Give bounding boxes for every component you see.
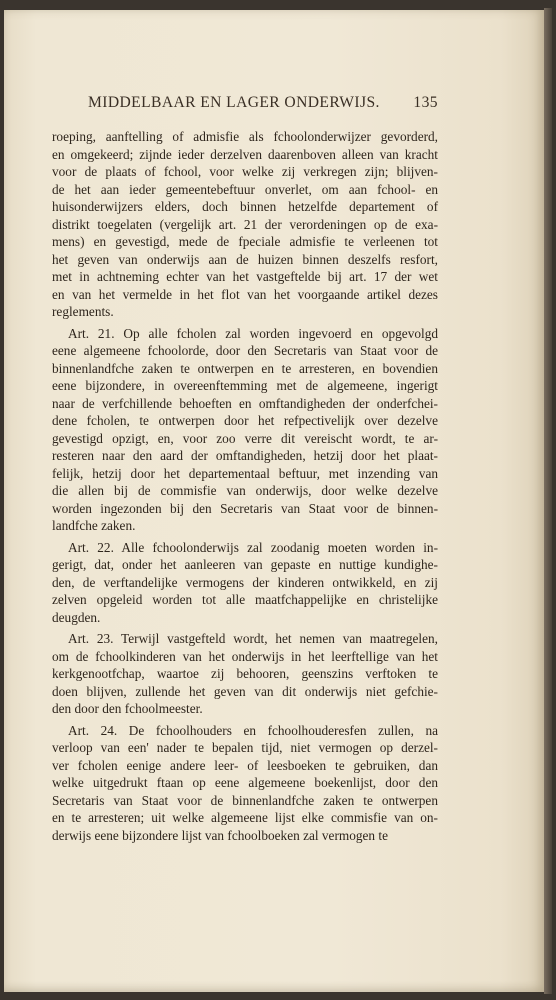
text-line: met in achtneming echter van het vastgeftelde bij art. 17 der wet	[52, 269, 438, 284]
text-line: resteren naar den aard der omftandigheden, hetzij door het plaat-	[52, 448, 438, 463]
text-line: landfche zaken.	[52, 518, 136, 533]
text-line: voor de plaats of fchool, voor welke zij verkregen zijn; blijven-	[52, 164, 438, 179]
text-line: naar de verfchillende behoeften en omftandigheden der onderfchei-	[52, 395, 438, 411]
running-header	[88, 94, 438, 112]
text-line: de het aan ieder gemeentebeftuur onverlet, om aan fchool- en	[52, 181, 438, 197]
text-line: eene bijzondere, in overeenftemming met de algemeene, ingerigt	[52, 378, 438, 393]
page-number: 135	[413, 94, 438, 111]
text-line: kerkgenootfchap, waartoe zij behooren, geenszins verftoken te	[52, 666, 438, 681]
text-line: deugden.	[52, 609, 101, 625]
text-line: Art. 21. Op alle fcholen zal worden ingevoerd en opgevolgd	[68, 325, 438, 341]
text-line: verloop van een' nader te bepalen tijd, niet vermogen op derzel-	[52, 740, 438, 755]
text-line: en omgekeerd; zijnde ieder derzelven daarenboven alleen van kracht	[52, 146, 438, 162]
text-line: die allen bij de commisfie van onderwijs, door welke dezelve	[52, 483, 438, 498]
text-line: dene fcholen, te ontwerpen door het refpectivelijk over dezelve	[52, 413, 438, 428]
text-line: Art. 22. Alle fchoolonderwijs zal zoodanig moeten worden in-	[68, 539, 438, 555]
paragraph	[52, 722, 438, 845]
text-line: Secretaris van Staat voor de binnenlandfche zaken te ontwerpen	[52, 792, 438, 808]
text-line: felijk, hetzij door het departementaal beftuur, met inzending van	[52, 465, 438, 481]
text-line: welke uitgedrukt ftaan op eene algemeene boekenlijst, door den	[52, 775, 438, 790]
text-line: Art. 24. De fchoolhouders en fchoolhouderesfen zullen, na	[68, 722, 438, 738]
text-line: reglements.	[52, 304, 114, 319]
paragraph	[52, 128, 438, 321]
text-line: eene algemeene fchoolorde, door den Secretaris van Staat voor de	[52, 343, 438, 358]
text-line: derwijs eene bijzondere lijst van fchoolboeken zal vermogen te	[52, 827, 388, 843]
text-line: den door den fchoolmeester.	[52, 701, 203, 716]
text-line: het geven van onderwijs aan de huizen binnen deszelfs resfort,	[52, 251, 438, 267]
text-line: zelven opgeleid worden tot alle maatfchappelijke en christelijke	[52, 592, 438, 607]
text-line: doen blijven, zullende het geven van dit onderwijs niet gefchie-	[52, 683, 438, 699]
text-line: distrikt toegelaten (vergelijk art. 21 der verordeningen op de exa-	[52, 216, 438, 232]
text-line: ver fcholen eenige andere leer- of leesboeken te gebruiken, dan	[52, 757, 438, 773]
text-line: gevestigd opzigt, en, voor zoo verre dit vereischt wordt, te ar-	[52, 430, 438, 446]
text-line: om de fchoolkinderen van het onderwijs in het leerftellige van het	[52, 648, 438, 664]
text-line: worden ingezonden bij den Secretaris van Staat voor de binnen-	[52, 500, 438, 516]
paragraph	[52, 325, 438, 535]
text-line: huisonderwijzers elders, doch binnen hetzelfde departement of	[52, 199, 438, 214]
text-line: en van het vermelde in het flot van het voorgaande artikel dezes	[52, 286, 438, 302]
body-text	[52, 128, 438, 844]
book-page-edge	[544, 8, 552, 994]
paragraph	[52, 539, 438, 627]
paragraph	[52, 630, 438, 718]
running-title: MIDDELBAAR EN LAGER ONDERWIJS.	[88, 94, 380, 111]
text-line: gerigt, dat, onder het aanleeren van gepaste en nuttige kundighe-	[52, 557, 438, 572]
text-line: roeping, aanftelling of admisfie als fchoolonderwijzer gevorderd,	[52, 129, 438, 144]
text-line: mens) en gevestigd, mede de fpeciale admisfie te verleenen tot	[52, 234, 438, 249]
text-line: en te arresteren; uit welke algemeene lijst elke commisfie van on-	[52, 810, 438, 825]
text-line: den, de verftandelijke vermogens der kinderen ontwikkeld, en zij	[52, 574, 438, 590]
text-line: binnenlandfche zaken te ontwerpen en te arresteren, en bovendien	[52, 360, 438, 376]
text-line: Art. 23. Terwijl vastgefteld wordt, het nemen van maatregelen,	[68, 631, 438, 646]
